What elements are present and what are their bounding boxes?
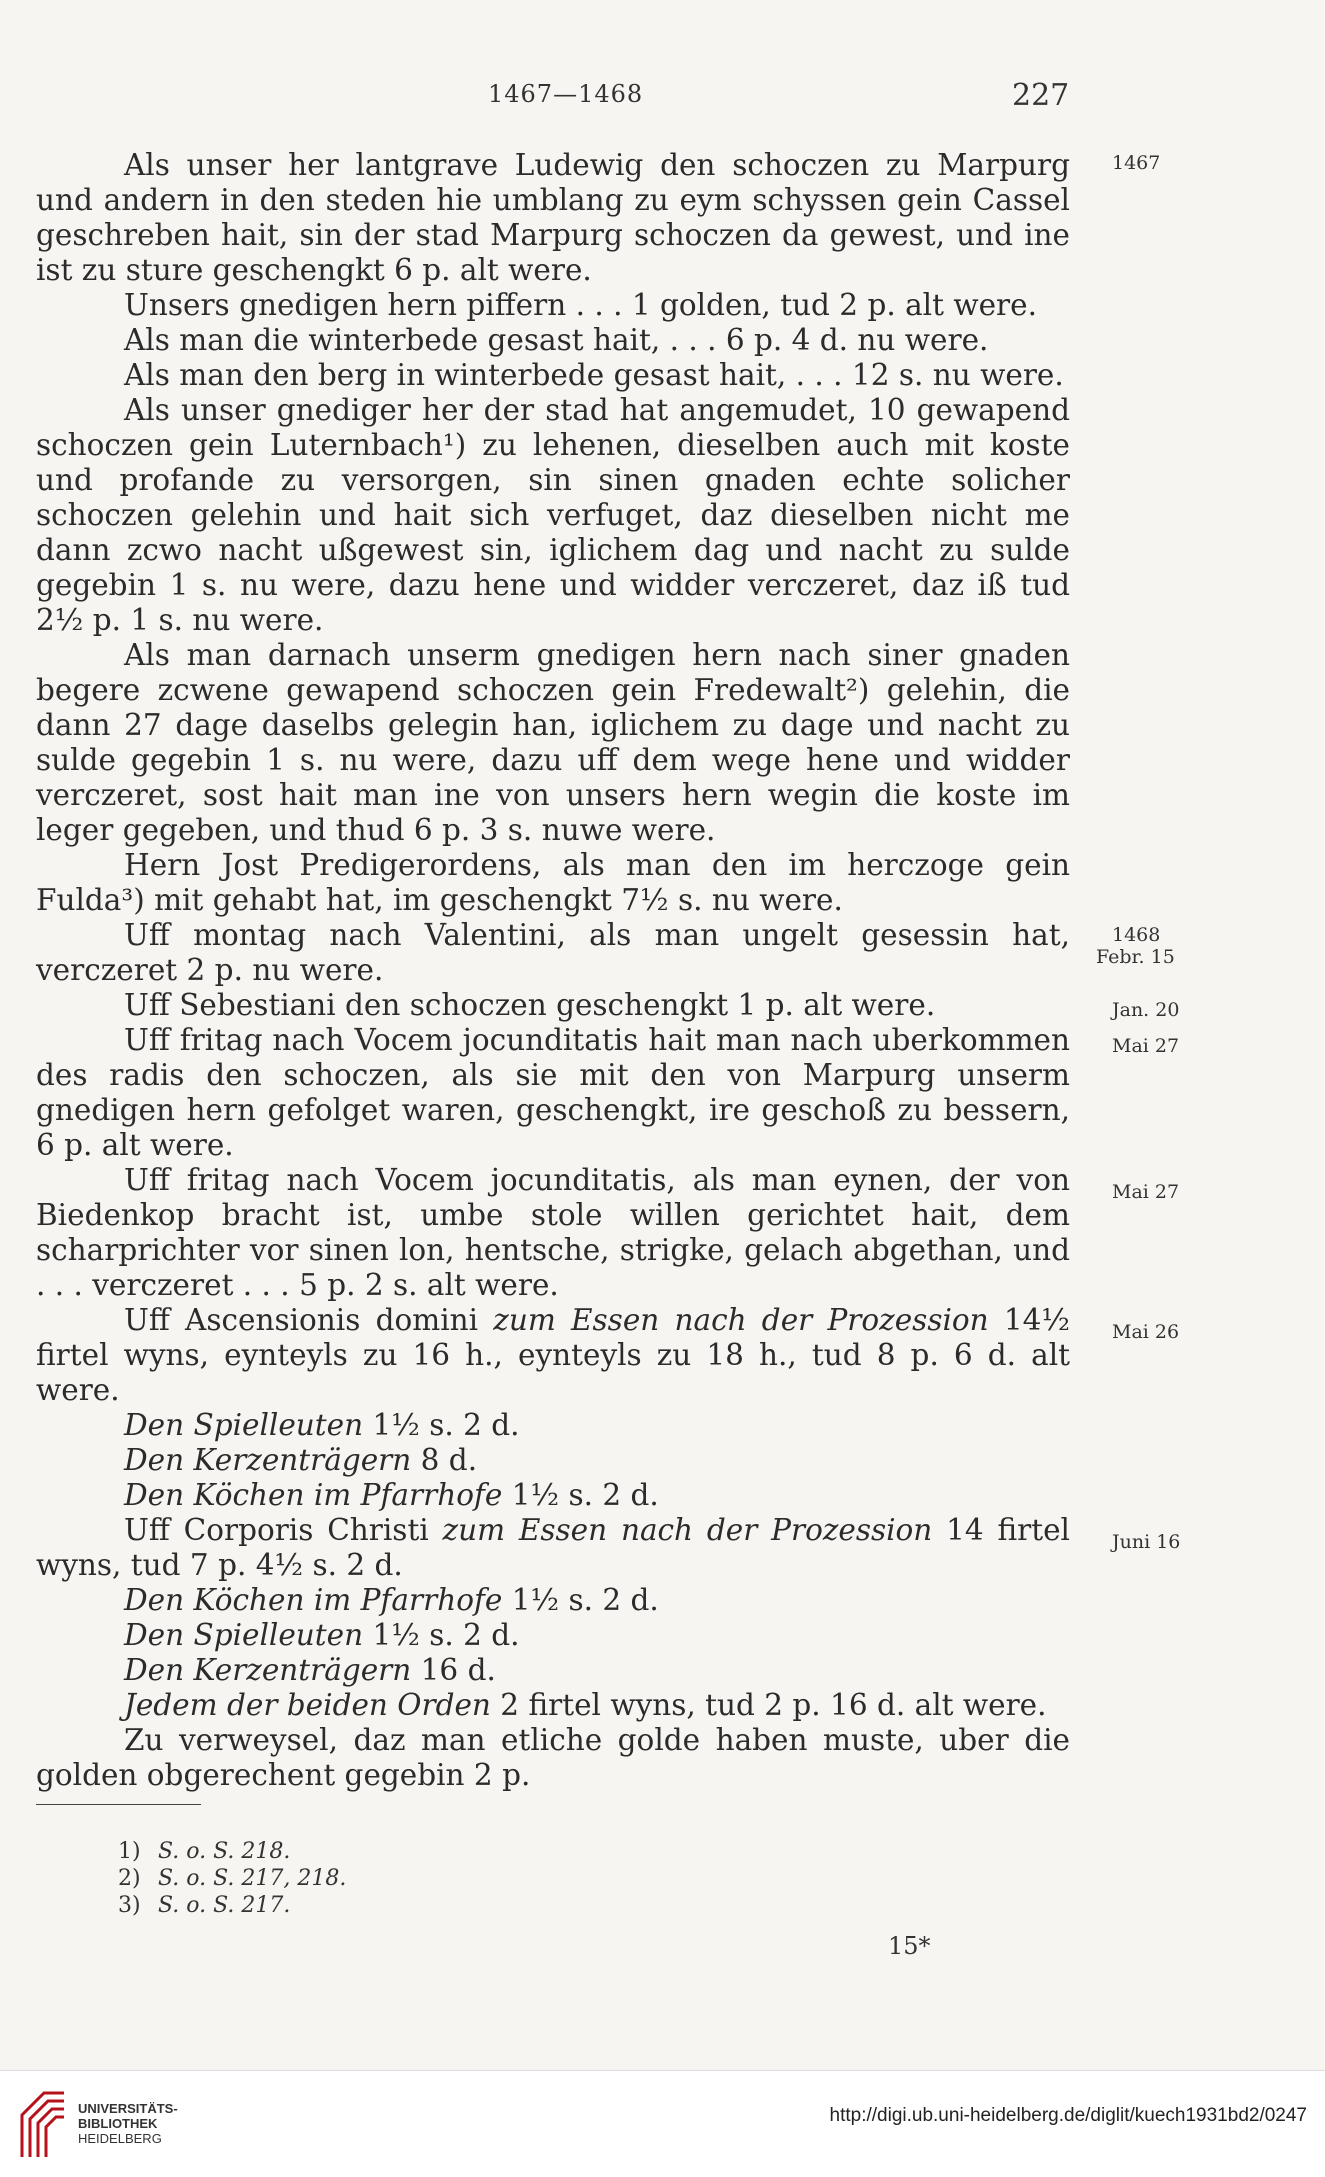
margin-note: Febr. 15 (1096, 946, 1175, 968)
paragraph: Als unser her lantgrave Ludewig den schoczen zu Marpurg und andern in den steden hie umblang zu eym schyssen gein Cassel geschreben hait, sin der stad Marpurg schoczen da gewest, und ine ist zu sture geschengkt 6 p. alt were. (36, 148, 1070, 287)
footnote-text: S. o. S. 217, 218. (158, 1866, 347, 1891)
margin-note: Mai 27 (1112, 1035, 1180, 1057)
paragraph-ascension (36, 1303, 1070, 1408)
margin-note: Juni 16 (1112, 1531, 1181, 1553)
paragraph: Als man die winterbede gesast hait, . . . 6 p. 4 d. nu were. (124, 323, 989, 357)
item-recipient: Den Köchen im Pfarrhofe (124, 1583, 503, 1617)
footnote-number: 2) (118, 1866, 141, 1891)
margin-note: Mai 26 (1112, 1321, 1180, 1343)
item-recipient: Den Kerzenträgern (124, 1443, 412, 1477)
footnote (118, 1838, 346, 1865)
item-amount: 1½ s. 2 d. (502, 1478, 659, 1512)
corpus-item (36, 1618, 1070, 1653)
paragraph: Unsers gnedigen hern piffern . . . 1 golden, tud 2 p. alt were. (124, 288, 1037, 322)
corpus-item (36, 1688, 1070, 1723)
item-recipient: Den Spielleuten (124, 1408, 364, 1442)
footnote (118, 1865, 346, 1892)
signature-mark: 15* (888, 1932, 931, 1960)
item-recipient: Den Kerzenträgern (124, 1653, 412, 1687)
item-amount: 1½ s. 2 d. (363, 1408, 520, 1442)
item-recipient: Jedem der beiden Orden (124, 1688, 491, 1722)
footnotes (118, 1838, 346, 1919)
main-text (36, 148, 1070, 1793)
footnote-number: 1) (118, 1839, 141, 1864)
corpus-item (36, 1583, 1070, 1618)
corpus-item (36, 1653, 1070, 1688)
paragraph: Uff fritag nach Vocem jocunditatis, als man eynen, der von Biedenkop bracht ist, umbe stole willen gerichtet hait, dem scharprichter vor sinen lon, hentsche, strigke, gelach abgethan, und . . . verczeret . . . 5 p. 2 s. alt were. (36, 1163, 1070, 1302)
paragraph: Als man den berg in winterbede gesast hait, . . . 12 s. nu were. (124, 358, 1064, 392)
margin-note: Jan. 20 (1112, 999, 1180, 1021)
margin-note: Mai 27 (1112, 1181, 1180, 1203)
page-number: 227 (1012, 78, 1070, 113)
footnote-text: S. o. S. 218. (158, 1839, 291, 1864)
item-recipient: Den Köchen im Pfarrhofe (124, 1478, 503, 1512)
paragraph-corpus-christi (36, 1513, 1070, 1583)
ascension-lead: Uff Ascensionis domini (124, 1303, 494, 1337)
paragraph: Uff fritag nach Vocem jocunditatis hait man nach uberkommen des radis den schoczen, als sie mit den von Marpurg unserm gnedigen hern gefolget waren, geschengkt, ire geschoß zu bessern, 6 p. alt were. (36, 1023, 1070, 1162)
paragraph: Zu verweysel, daz man etliche golde haben muste, uber die golden obgerechent gegebin 2 p. (36, 1723, 1070, 1792)
viewer-footer (0, 2070, 1325, 2177)
library-name-line: HEIDELBERG (78, 2131, 162, 2146)
corpus-italic: zum Essen nach der Prozession (442, 1513, 933, 1547)
item-amount: 8 d. (411, 1443, 478, 1477)
item-amount: 16 d. (411, 1653, 496, 1687)
library-logo-icon (14, 2087, 68, 2161)
library-name (78, 2101, 178, 2146)
permalink-url[interactable]: http://digi.ub.uni-heidelberg.de/diglit/kuech1931bd2/0247 (829, 2105, 1307, 2126)
margin-note: 1467 (1112, 152, 1161, 174)
corpus-lead: Uff Corporis Christi (124, 1513, 443, 1547)
margin-note: 1468 (1112, 924, 1161, 946)
library-name-line: UNIVERSITÄTS- (78, 2101, 178, 2116)
item-recipient: Den Spielleuten (124, 1618, 364, 1652)
ascension-rest: 14½ firtel wyns, eynteyls zu 16 h., eynteyls zu 18 h., tud 8 p. 6 d. alt were. (36, 1303, 1070, 1407)
footnote-rule (36, 1804, 201, 1805)
ascension-item (36, 1408, 1070, 1443)
corpus-rest: 14 firtel wyns, tud 7 p. 4½ s. 2 d. (36, 1513, 1070, 1582)
footnote (118, 1892, 346, 1919)
paragraph: Uff montag nach Valentini, als man ungelt gesessin hat, verczeret 2 p. nu were. (36, 918, 1070, 987)
ascension-item (36, 1443, 1070, 1478)
footnote-text: S. o. S. 217. (158, 1893, 291, 1918)
running-head: 1467—1468 (488, 80, 644, 108)
ascension-item (36, 1478, 1070, 1513)
item-amount: 2 firtel wyns, tud 2 p. 16 d. alt were. (490, 1688, 1047, 1722)
paragraph: Uff Sebestiani den schoczen geschengkt 1 p. alt were. (124, 988, 936, 1022)
library-name-line: BIBLIOTHEK (78, 2116, 158, 2131)
ascension-italic: zum Essen nach der Prozession (493, 1303, 989, 1337)
paragraph: Als man darnach unserm gnedigen hern nach siner gnaden begere zcwene gewapend schoczen gein Fredewalt²) gelehin, die dann 27 dage daselbs gelegin han, iglichem zu dage und nacht zu sulde gegebin 1 s. nu were, dazu uff dem wege hene und widder verczeret, sost hait man ine von unsers hern wegin die koste im leger gegeben, und thud 6 p. 3 s. nuwe were. (36, 638, 1070, 847)
footnote-number: 3) (118, 1893, 141, 1918)
paragraph: Hern Jost Predigerordens, als man den im herczoge gein Fulda³) mit gehabt hat, im geschengkt 7½ s. nu were. (36, 848, 1070, 917)
item-amount: 1½ s. 2 d. (363, 1618, 520, 1652)
paragraph: Als unser gnediger her der stad hat angemudet, 10 gewapend schoczen gein Luternbach¹) zu lehenen, dieselben auch mit koste und profande zu versorgen, sin sinen gnaden echte solicher schoczen gelehin und hait sich verfuget, daz dieselben nicht me dann zcwo nacht ußgewest sin, iglichem dag und nacht zu sulde gegebin 1 s. nu were, dazu hene und widder verczeret, daz iß tud 2½ p. 1 s. nu were. (36, 393, 1070, 637)
item-amount: 1½ s. 2 d. (502, 1583, 659, 1617)
